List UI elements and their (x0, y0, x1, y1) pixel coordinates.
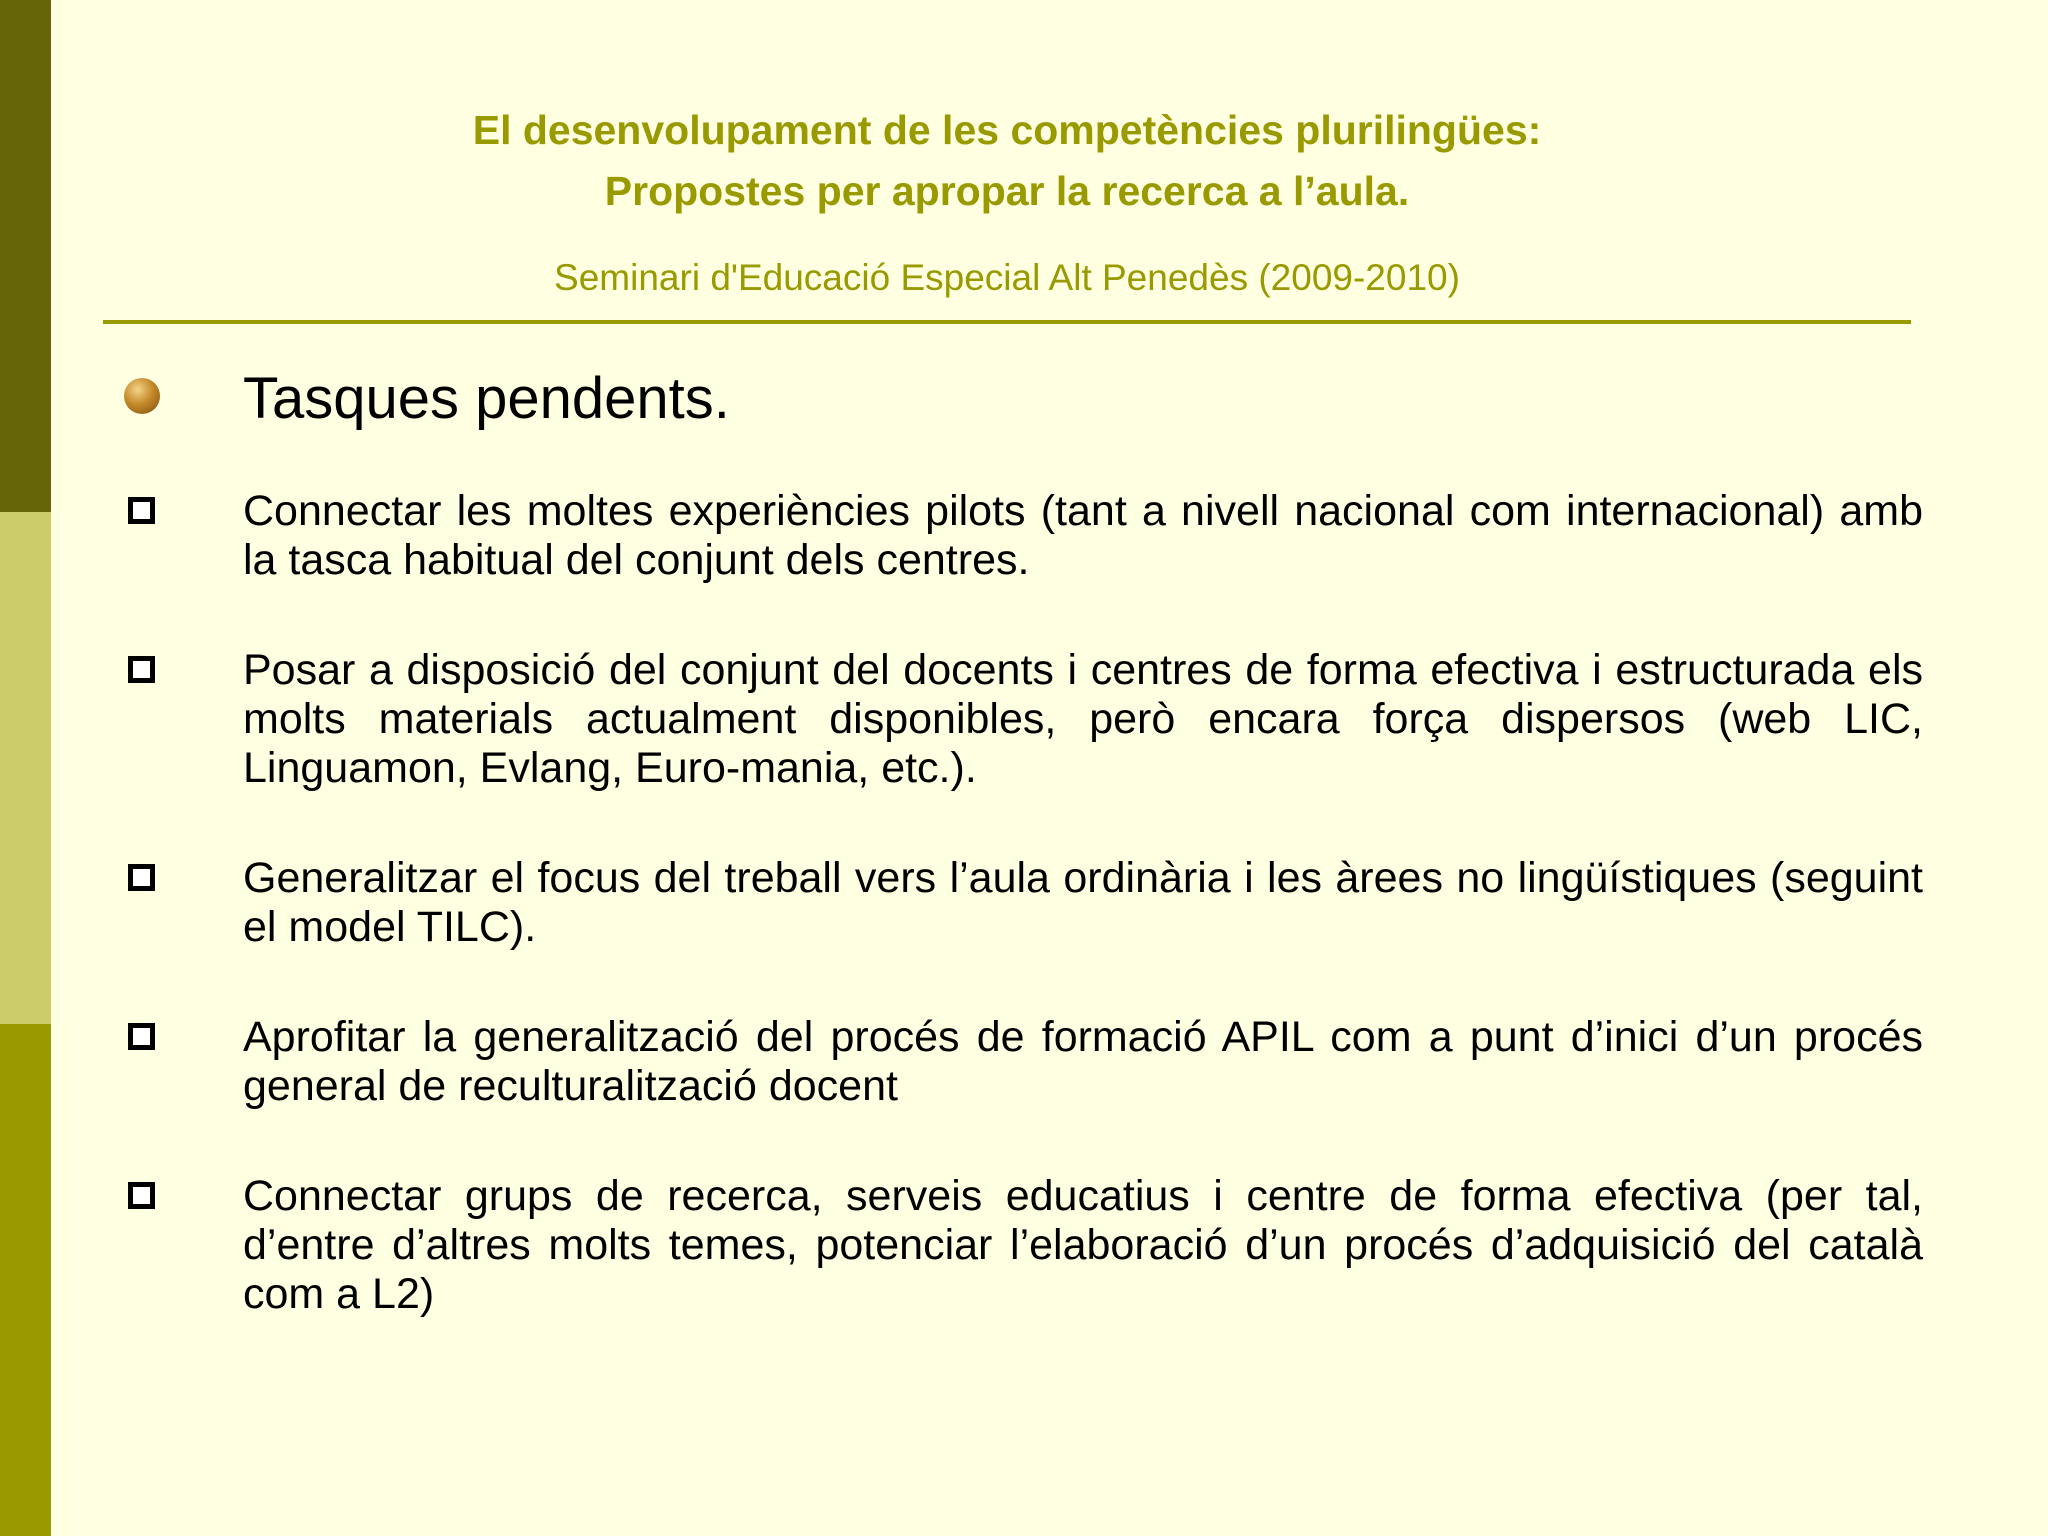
bullet-list (0, 487, 2048, 1380)
square-bullet-icon (128, 656, 155, 683)
list-item-text: Connectar grups de recerca, serveis educatius i centre de forma efectiva (per tal, d’entre d’altres molts temes, potenciar l’elaboració d’un procés d’adquisició del català com a L2) (243, 1172, 1923, 1318)
list-item (0, 487, 2048, 585)
list-item (0, 646, 2048, 793)
square-bullet-icon (128, 864, 155, 891)
list-item-text: Connectar les moltes experiències pilots (tant a nivell nacional com internacional) amb la tasca habitual del conjunt dels centres. (243, 487, 1923, 584)
header-divider (103, 320, 1911, 324)
list-item (0, 1013, 2048, 1111)
side-band-top (0, 0, 51, 512)
list-item (0, 1172, 2048, 1319)
square-bullet-icon (128, 1182, 155, 1209)
list-item-text: Aprofitar la generalització del procés de formació APIL com a punt d’inici d’un procés general de reculturalització docent (243, 1013, 1923, 1110)
slide-subtitle: Seminari d'Educació Especial Alt Penedès (2009-2010) (554, 257, 1460, 298)
square-bullet-icon (128, 1023, 155, 1050)
section-heading: Tasques pendents. (243, 366, 730, 431)
list-item-text: Generalitzar el focus del treball vers l’aula ordinària i les àrees no lingüístiques (seguint el model TILC). (243, 854, 1923, 951)
slide-header (103, 100, 1911, 300)
slide-title-line-1: El desenvolupament de les competències plurilingües: (472, 107, 1542, 153)
list-item-text: Posar a disposició del conjunt del docents i centres de forma efectiva i estructurada els molts materials actualment disponibles, però encara força dispersos (web LIC, Linguamon, Evlang, Euro-mania, etc.). (243, 646, 1923, 792)
list-item (0, 854, 2048, 952)
square-bullet-icon (128, 497, 155, 524)
round-bullet-icon (124, 378, 160, 414)
slide-title-line-2: Propostes per apropar la recerca a l’aula. (604, 168, 1410, 214)
